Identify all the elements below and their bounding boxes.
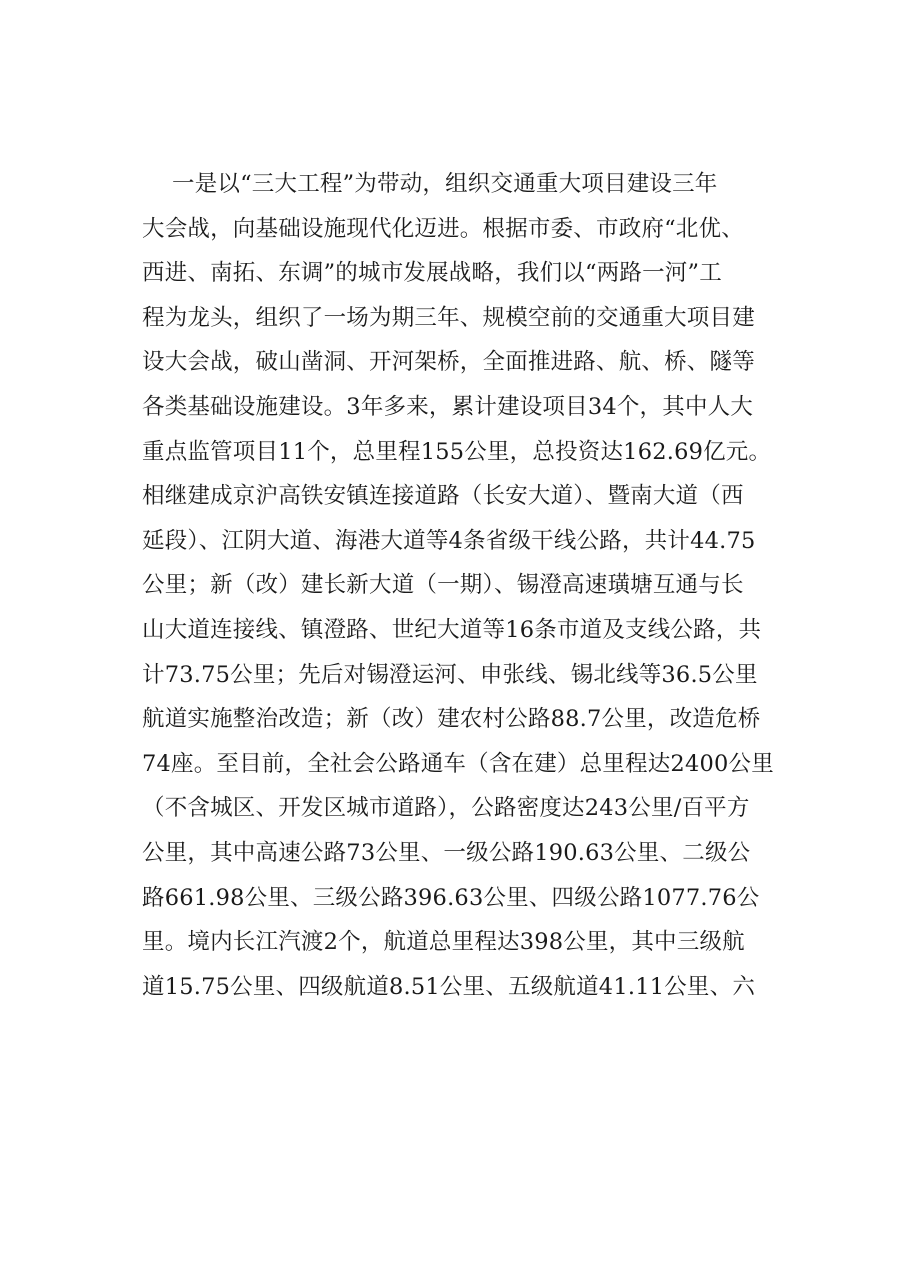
paragraph-line: 重点监管项目11个，总里程155公里，总投资达162.69亿元。 — [142, 438, 772, 465]
paragraph-line: 一是以“三大工程”为带动，组织交通重大项目建设三年 — [172, 171, 718, 197]
paragraph-line: 大会战，向基础设施现代化迈进。根据市委、市政府“北优、 — [142, 215, 744, 242]
paragraph-line: 公里，其中高速公路73公里、一级公路190.63公里、二级公 — [142, 839, 751, 866]
paragraph-line: 延段）、江阴大道、海港大道等4条省级干线公路，共计44.75 — [142, 527, 756, 554]
paragraph-line: 里。境内长江汽渡2个，航道总里程达398公里，其中三级航 — [142, 929, 745, 956]
paragraph-line: （不含城区、开发区城市道路），公路密度达243公里/百平方 — [142, 795, 750, 822]
paragraph-line: 74座。至目前，全社会公路通车（含在建）总里程达2400公里 — [142, 750, 774, 777]
paragraph-line: 公里；新（改）建长新大道（一期）、锡澄高速璜塘互通与长 — [142, 572, 744, 599]
paragraph-line: 设大会战，破山凿洞、开河架桥，全面推进路、航、桥、隧等 — [142, 349, 755, 376]
paragraph-line: 各类基础设施建设。3年多来，累计建设项目34个，其中人大 — [142, 393, 754, 420]
paragraph-line: 山大道连接线、镇澄路、世纪大道等16条市道及支线公路，共 — [142, 616, 762, 643]
paragraph-line: 程为龙头，组织了一场为期三年、规模空前的交通重大项目建 — [142, 304, 755, 331]
body-paragraph — [142, 162, 812, 1009]
paragraph-line: 道15.75公里、四级航道8.51公里、五级航道41.11公里、六 — [142, 973, 756, 1000]
paragraph-line: 相继建成京沪高铁安镇连接道路（长安大道）、暨南大道（西 — [142, 483, 744, 510]
paragraph-line: 航道实施整治改造；新（改）建农村公路88.7公里，改造危桥 — [142, 706, 761, 733]
paragraph-line: 计73.75公里；先后对锡澄运河、申张线、锡北线等36.5公里 — [142, 661, 758, 688]
paragraph-line: 路661.98公里、三级公路396.63公里、四级公路1077.76公 — [142, 884, 760, 911]
paragraph-line: 西进、南拓、东调”的城市发展战略，我们以“两路一河”工 — [142, 260, 722, 287]
